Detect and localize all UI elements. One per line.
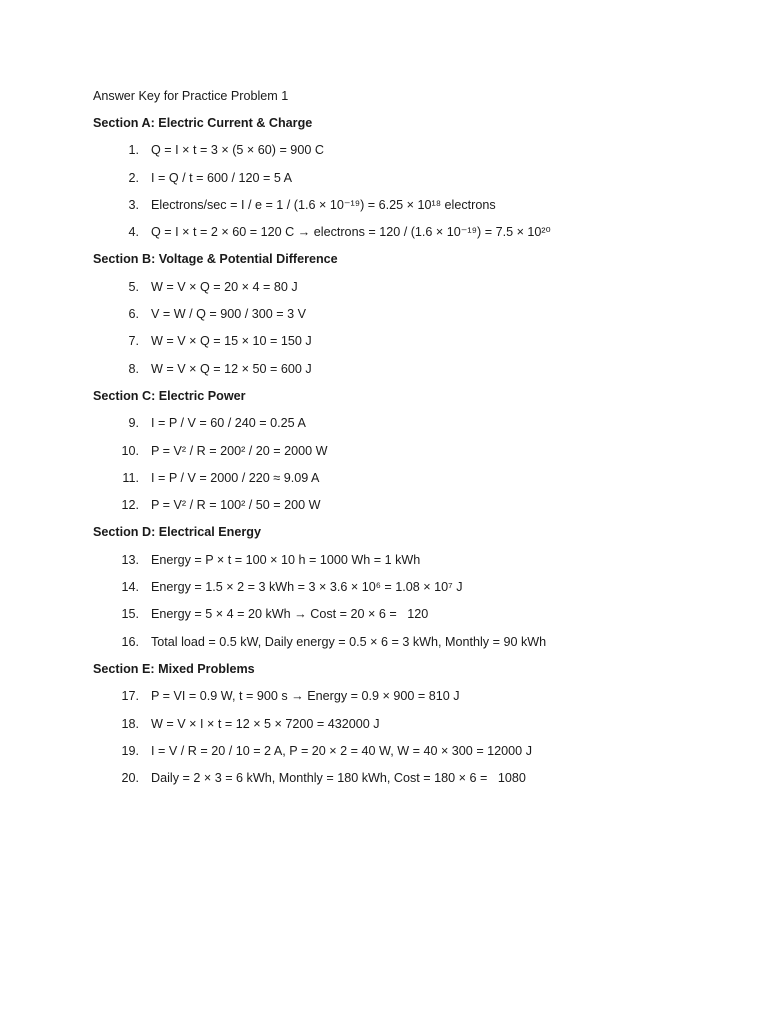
- answer-item-11: [93, 469, 733, 487]
- item-text: Total load = 0.5 kW, Daily energy = 0.5 × 6 = 3 kWh, Monthly = 90 kWh: [151, 634, 547, 649]
- section-d-heading: Section D: Electrical Energy: [93, 525, 261, 540]
- item-text: W = V × Q = 12 × 50 = 600 J: [151, 361, 312, 376]
- item-text: I = P / V = 2000 / 220 ≈ 9.09 A: [151, 470, 320, 485]
- item-number: 9.: [128, 416, 139, 431]
- item-text: I = V / R = 20 / 10 = 2 A, P = 20 × 2 = 40 W, W = 40 × 300 = 12000 J: [151, 743, 532, 758]
- item-number: 20.: [121, 771, 139, 786]
- item-text: Energy = 1.5 × 2 = 3 kWh = 3 × 3.6 × 10⁶ = 1.08 × 10⁷ J: [151, 580, 463, 595]
- item-text: W = V × Q = 20 × 4 = 80 J: [151, 279, 298, 294]
- section-a-heading: Section A: Electric Current & Charge: [93, 116, 313, 130]
- item-number: 18.: [121, 716, 139, 731]
- answer-item-13: [93, 551, 733, 569]
- answer-item-18: [93, 715, 733, 733]
- answer-item-17: [93, 687, 733, 705]
- item-text: Daily = 2 × 3 = 6 kWh, Monthly = 180 kWh, Cost = 180 × 6 = 1080: [151, 771, 526, 786]
- item-text: Electrons/sec = I / e = 1 / (1.6 × 10⁻¹⁹) = 6.25 × 10¹⁸ electrons: [151, 197, 496, 212]
- item-text: V = W / Q = 900 / 300 = 3 V: [151, 307, 307, 322]
- item-number: 14.: [121, 580, 139, 595]
- answer-item-6: [93, 305, 733, 323]
- answer-item-3: [93, 196, 733, 214]
- item-text: Q = I × t = 2 × 60 = 120 C → electrons = 120 / (1.6 × 10⁻¹⁹) = 7.5 × 10²⁰: [151, 225, 551, 240]
- section-c-heading: Section C: Electric Power: [93, 388, 246, 403]
- item-text: W = V × Q = 15 × 10 = 150 J: [151, 334, 312, 349]
- section-b-heading: Section B: Voltage & Potential Difference: [93, 252, 338, 267]
- answer-item-5: [93, 278, 733, 296]
- item-number: 10.: [121, 443, 139, 458]
- item-number: 8.: [128, 361, 139, 376]
- answer-item-2: [93, 169, 733, 187]
- answer-item-14: [93, 578, 733, 596]
- document-title: Answer Key for Practice Problem 1: [93, 89, 289, 103]
- item-text: P = V² / R = 100² / 50 = 200 W: [151, 498, 321, 513]
- answer-item-12: [93, 496, 733, 514]
- item-text: P = VI = 0.9 W, t = 900 s → Energy = 0.9 × 900 = 810 J: [151, 689, 460, 704]
- section-e-answers: [93, 687, 733, 787]
- item-text: I = Q / t = 600 / 120 = 5 A: [151, 170, 293, 185]
- answer-item-4: [93, 223, 733, 241]
- answer-item-1: [93, 141, 733, 159]
- item-number: 13.: [121, 552, 139, 567]
- answer-item-15: [93, 605, 733, 623]
- item-number: 19.: [121, 743, 139, 758]
- answer-item-20: [93, 769, 733, 787]
- answer-item-9: [93, 414, 733, 432]
- item-number: 2.: [128, 170, 139, 185]
- item-number: 6.: [128, 307, 139, 322]
- item-text: Energy = 5 × 4 = 20 kWh → Cost = 20 × 6 = 120: [151, 607, 429, 622]
- document-page: [93, 87, 733, 796]
- item-text: I = P / V = 60 / 240 = 0.25 A: [151, 416, 306, 431]
- answer-item-10: [93, 442, 733, 460]
- item-number: 12.: [121, 498, 139, 513]
- answer-item-7: [93, 332, 733, 350]
- item-text: Q = I × t = 3 × (5 × 60) = 900 C: [151, 143, 324, 158]
- answer-item-16: [93, 633, 733, 651]
- section-d-answers: [93, 551, 733, 651]
- item-number: 11.: [122, 470, 139, 485]
- item-number: 1.: [128, 143, 139, 158]
- item-number: 15.: [121, 607, 139, 622]
- item-text: W = V × I × t = 12 × 5 × 7200 = 432000 J: [151, 716, 380, 731]
- section-a-answers: [93, 141, 733, 241]
- answer-item-19: [93, 742, 733, 760]
- section-e-heading: Section E: Mixed Problems: [93, 661, 255, 676]
- item-number: 17.: [121, 689, 139, 704]
- answer-item-8: [93, 360, 733, 378]
- item-number: 4.: [128, 225, 139, 240]
- item-text: Energy = P × t = 100 × 10 h = 1000 Wh = 1 kWh: [151, 552, 421, 567]
- item-number: 16.: [121, 634, 139, 649]
- item-text: P = V² / R = 200² / 20 = 2000 W: [151, 443, 328, 458]
- section-b-answers: [93, 278, 733, 378]
- item-number: 3.: [128, 197, 139, 212]
- item-number: 5.: [128, 279, 139, 294]
- section-c-answers: [93, 414, 733, 514]
- item-number: 7.: [128, 334, 139, 349]
